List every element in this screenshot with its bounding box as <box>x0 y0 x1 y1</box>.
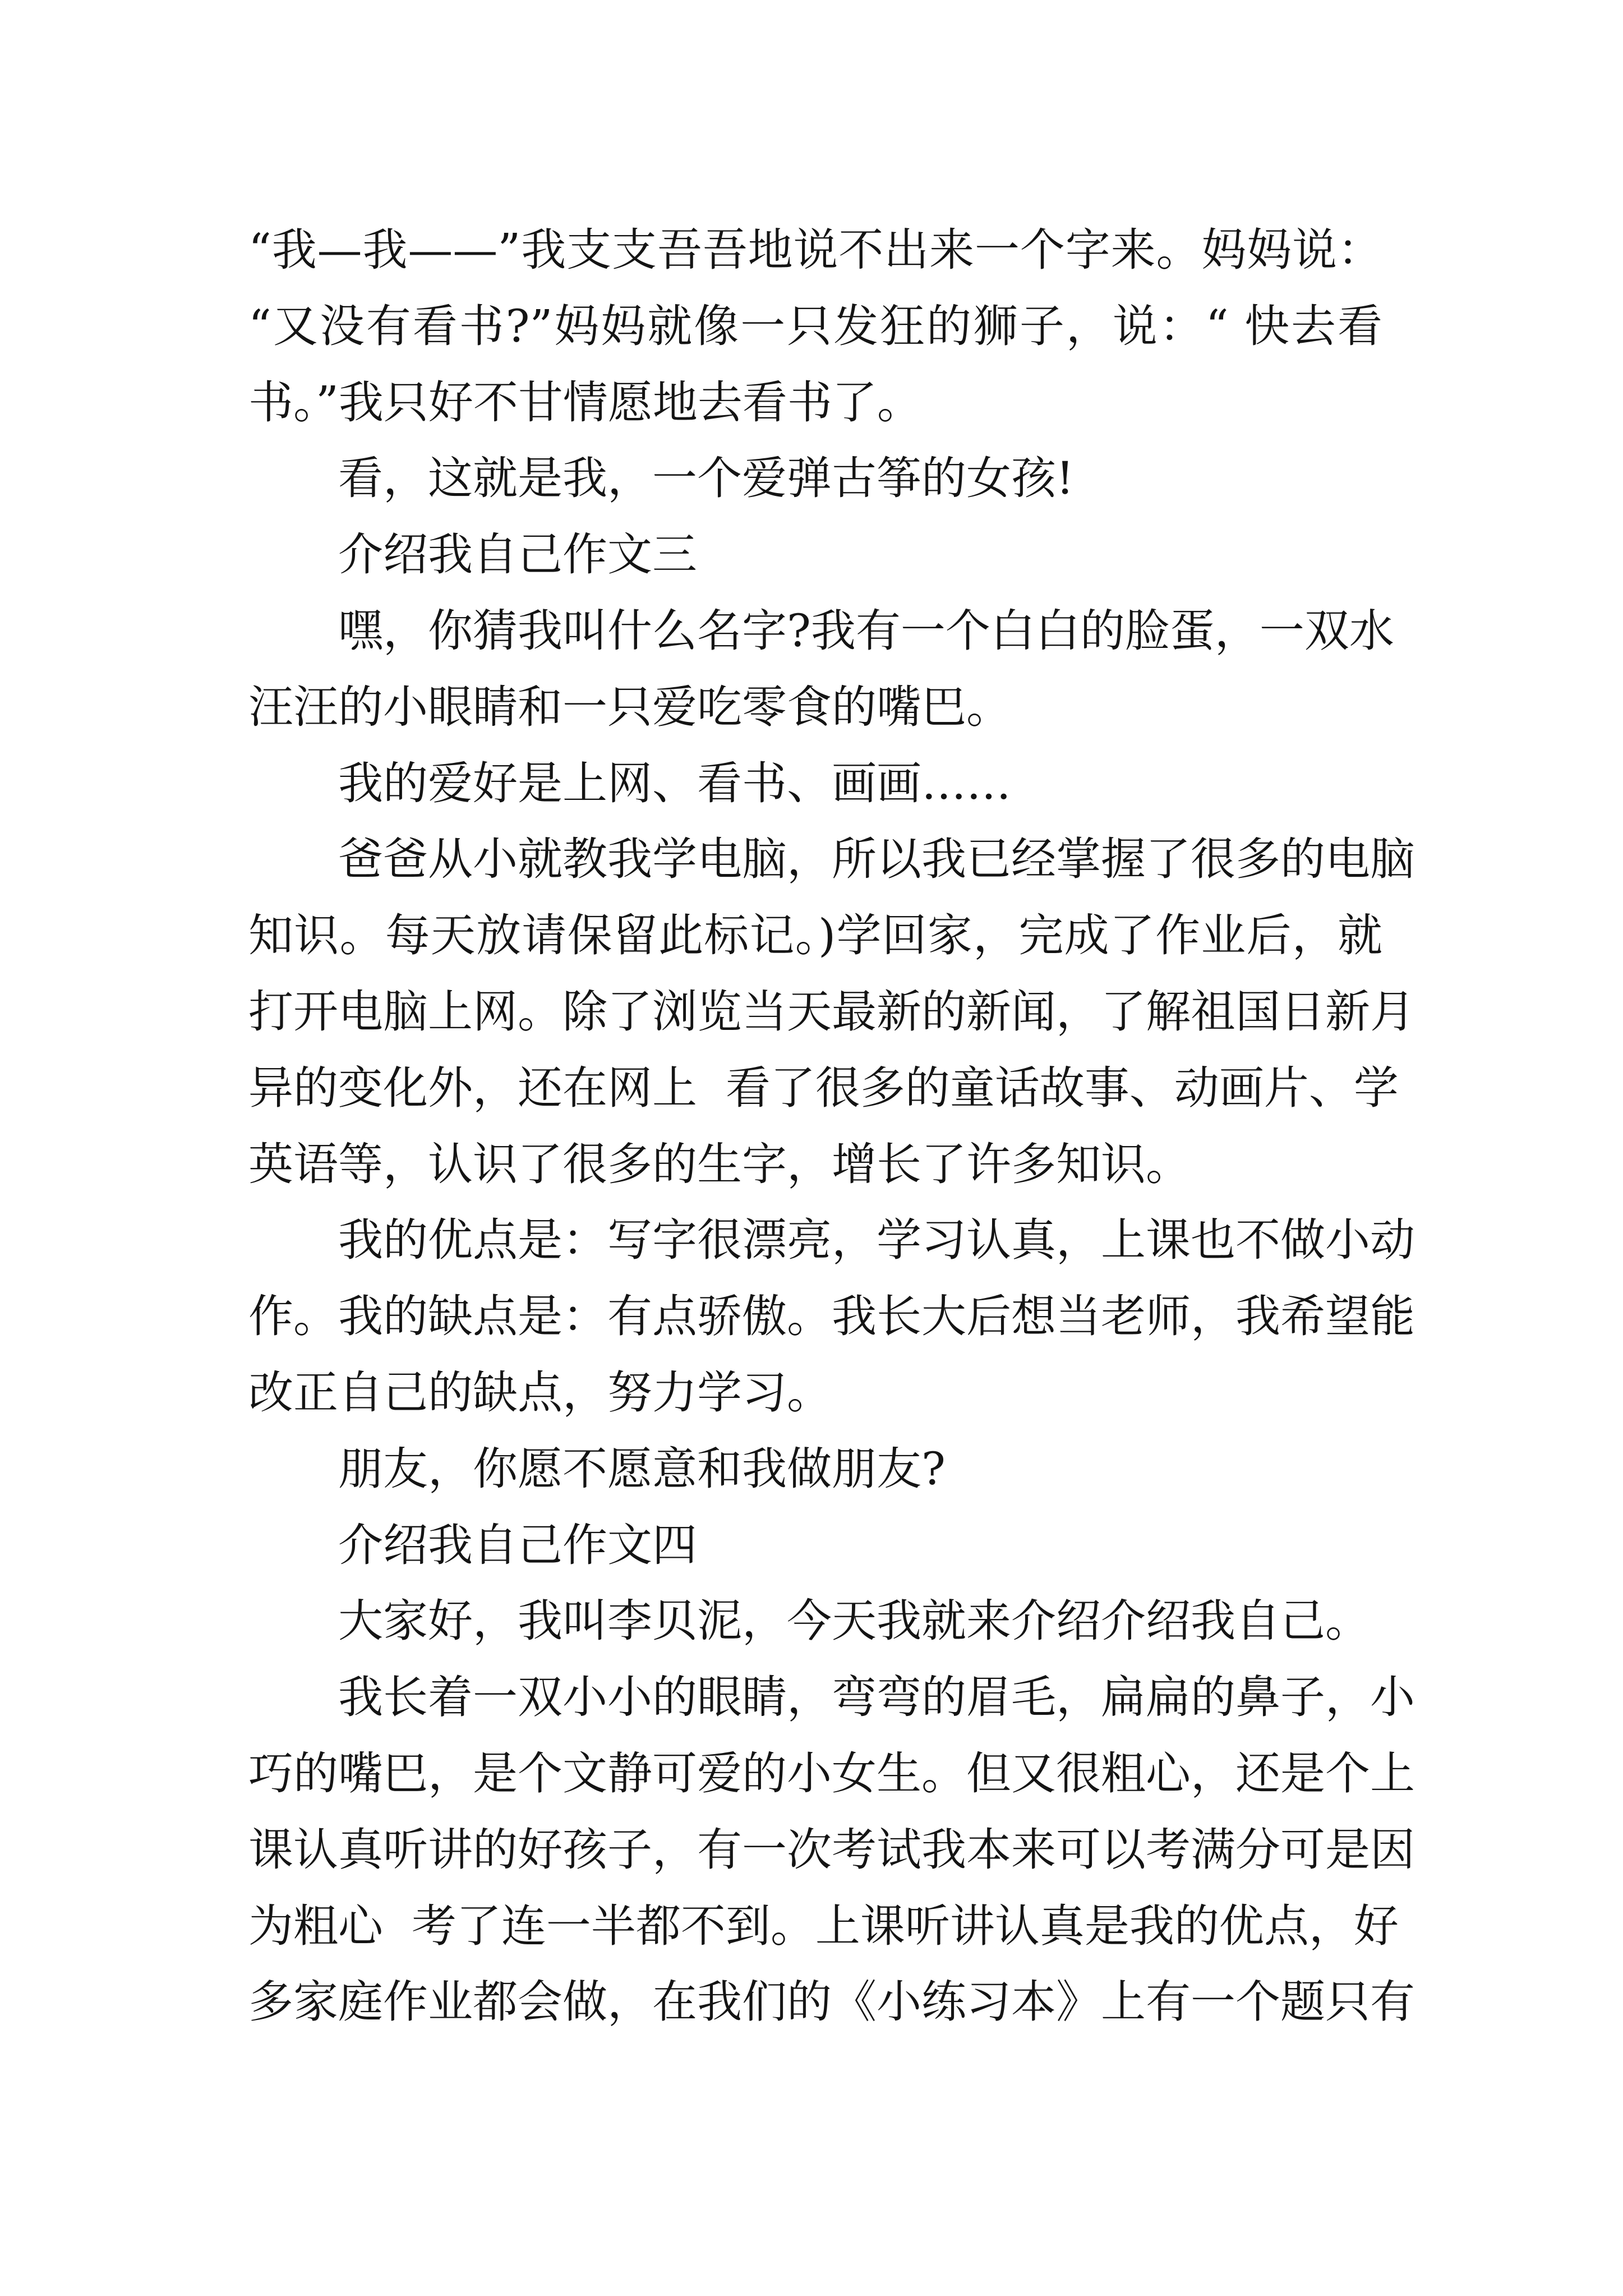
text-line: 多家庭作业都会做，在我们的《小练习本》上有一个题只有 <box>248 1976 1415 2028</box>
paragraph-start-line: 看，这就是我，一个爱弹古筝的女孩! <box>338 452 1075 505</box>
paragraph-start-line: 大家好，我叫李贝泥，今天我就来介绍介绍我自己。 <box>338 1595 1370 1648</box>
paragraph-start-line: 我长着一双小小的眼睛，弯弯的眉毛，扁扁的鼻子，小 <box>338 1671 1415 1724</box>
text-line: 打开电脑上网。除了浏览当天最新的新闻，了解祖国日新月 <box>248 985 1415 1038</box>
text-line: 英语等，认识了很多的生字，增长了许多知识。 <box>248 1138 1191 1190</box>
essay-heading: 介绍我自己作文三 <box>338 528 697 581</box>
text-line: 为粗心 考了连一半都不到。上课听讲认真是我的优点，好 <box>248 1899 1399 1952</box>
text-line: 汪汪的小眼睛和一只爱吃零食的嘴巴。 <box>248 680 1011 733</box>
text-line: 改正自己的缺点，努力学习。 <box>248 1366 832 1419</box>
text-line: 书。”我只好不甘情愿地去看书了。 <box>248 376 922 429</box>
essay-heading: 介绍我自己作文四 <box>338 1519 697 1571</box>
paragraph-start-line: 我的优点是：写字很漂亮，学习认真，上课也不做小动 <box>338 1214 1415 1267</box>
text-line: 课认真听讲的好孩子，有一次考试我本来可以考满分可是因 <box>248 1823 1415 1876</box>
text-line: “又没有看书?”妈妈就像一只发狂的狮子，说：“ 快去看 <box>248 300 1382 352</box>
text-line: 异的变化外，还在网上 看了很多的童话故事、动画片、学 <box>248 1061 1399 1114</box>
text-line: 巧的嘴巴，是个文静可爱的小女生。但又很粗心，还是个上 <box>248 1747 1415 1800</box>
text-line: 知识。每天放请保留此标记。)学回家，完成了作业后，就 <box>248 909 1382 962</box>
paragraph-start-line: 我的爱好是上网、看书、画画…… <box>338 757 1011 809</box>
paragraph-start-line: 嘿，你猜我叫什么名字?我有一个白白的脸蛋，一双水 <box>338 604 1394 657</box>
paragraph-start-line: 爸爸从小就教我学电脑，所以我已经掌握了很多的电脑 <box>338 833 1415 886</box>
essay-text-block <box>248 212 1415 2040</box>
text-line: 作。我的缺点是：有点骄傲。我长大后想当老师，我希望能 <box>248 1290 1415 1343</box>
paragraph-start-line: 朋友，你愿不愿意和我做朋友? <box>338 1442 946 1495</box>
text-line: “我—我——”我支支吾吾地说不出来一个字来。妈妈说： <box>248 224 1382 276</box>
